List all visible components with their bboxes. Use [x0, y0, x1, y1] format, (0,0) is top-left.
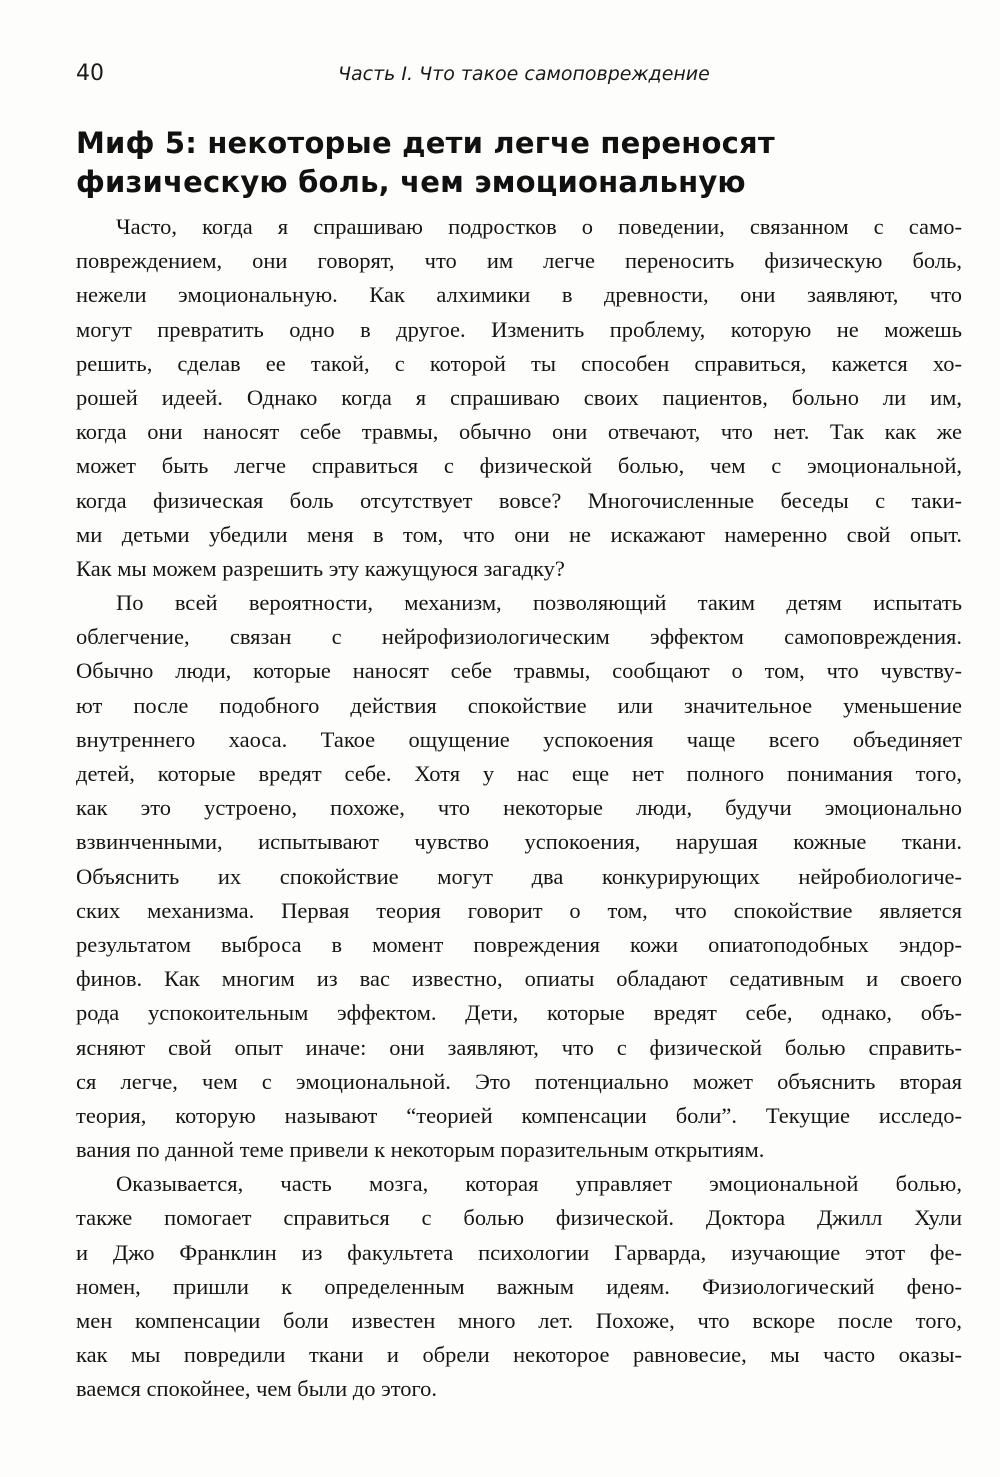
- running-header: [76, 58, 964, 94]
- text-line: ваемся спокойнее, чем были до этого.: [76, 1376, 438, 1402]
- paragraph-1: [76, 210, 962, 586]
- text-line: ских механизма. Первая теория говорит о том, что спокойствие является: [76, 897, 962, 923]
- text-line: мен компенсации боли известен много лет. Похоже, что вскоре после того,: [76, 1308, 962, 1333]
- text-line: Часто, когда я спрашиваю подростков о поведении, связанном с само-: [116, 214, 962, 239]
- running-title: Часть I. Что такое самоповреждение: [338, 63, 710, 85]
- text-line: рода успокоительным эффектом. Дети, которые вредят себе, однако, объ-: [76, 1000, 962, 1026]
- text-line: ми детьми убедили меня в том, что они не искажают намеренно свой опыт.: [76, 521, 962, 547]
- text-line: детей, которые вредят себе. Хотя у нас еще нет полного понимания того,: [76, 761, 962, 786]
- text-line: внутреннего хаоса. Такое ощущение успокоения чаще всего объединяет: [76, 726, 962, 752]
- text-line: когда они наносят себе травмы, обычно они отвечают, что нет. Так как же: [76, 419, 962, 445]
- text-line: решить, сделав ее такой, с которой ты способен справиться, кажется хо-: [76, 350, 962, 376]
- text-line: финов. Как многим из вас известно, опиаты обладают седативным и своего: [76, 966, 962, 992]
- text-line: ют после подобного действия спокойствие или значительное уменьшение: [76, 692, 962, 718]
- text-line: ся легче, чем с эмоциональной. Это потенциально может объяснить вторая: [76, 1068, 962, 1094]
- text-line: также помогает справиться с болью физической. Доктора Джилл Хули: [76, 1205, 962, 1231]
- text-line: Оказывается, часть мозга, которая управляет эмоциональной болью,: [116, 1171, 962, 1197]
- section-heading-line: физическую боль, чем эмоциональную: [76, 165, 746, 199]
- text-line: и Джо Франклин из факультета психологии Гарварда, изучающие этот фе-: [76, 1239, 962, 1265]
- text-line: может быть легче справиться с физической болью, чем с эмоциональной,: [76, 453, 962, 479]
- text-line: Как мы можем разрешить эту кажущуюся загадку?: [76, 555, 565, 581]
- text-line: теория, которую называют “теорией компенсации боли”. Текущие исследо-: [76, 1102, 962, 1128]
- text-line: рошей идеей. Однако когда я спрашиваю своих пациентов, больно ли им,: [76, 384, 962, 410]
- text-line: нежели эмоциональную. Как алхимики в древности, они заявляют, что: [76, 282, 962, 308]
- text-line: Объяснить их спокойствие могут два конкурирующих нейробиологиче-: [76, 863, 962, 889]
- text-line: когда физическая боль отсутствует вовсе? Многочисленные беседы с таки-: [76, 487, 962, 513]
- text-line: облегчение, связан с нейрофизиологическим эффектом самоповреждения.: [76, 624, 962, 650]
- text-line: могут превратить одно в другое. Изменить проблему, которую не можешь: [76, 316, 962, 342]
- text-line: как мы повредили ткани и обрели некоторое равновесие, мы часто оказы-: [76, 1342, 962, 1368]
- text-line: вания по данной теме привели к некоторым поразительным открытиям.: [76, 1137, 765, 1163]
- paragraph-2: [76, 586, 962, 1167]
- text-line: ясняют свой опыт иначе: они заявляют, что с физической болью справить-: [76, 1034, 962, 1060]
- text-line: Обычно люди, которые наносят себе травмы, сообщают о том, что чувству-: [76, 658, 962, 684]
- paragraph-3: [76, 1167, 962, 1406]
- text-line: По всей вероятности, механизм, позволяющий таким детям испытать: [116, 590, 962, 616]
- text-line: как это устроено, похоже, что некоторые люди, будучи эмоционально: [76, 795, 962, 821]
- section-heading-line: Миф 5: некоторые дети легче переносят: [76, 126, 775, 160]
- page-number: 40: [76, 61, 104, 86]
- body-text: [76, 210, 962, 1407]
- text-line: взвинченными, испытывают чувство успокоения, нарушая кожные ткани.: [76, 829, 962, 855]
- text-line: результатом выброса в момент повреждения кожи опиатоподобных эндор-: [76, 931, 962, 957]
- text-line: повреждением, они говорят, что им легче переносить физическую боль,: [76, 248, 962, 274]
- section-heading: [76, 124, 964, 202]
- text-line: номен, пришли к определенным важным идеям. Физиологический фено-: [76, 1273, 962, 1299]
